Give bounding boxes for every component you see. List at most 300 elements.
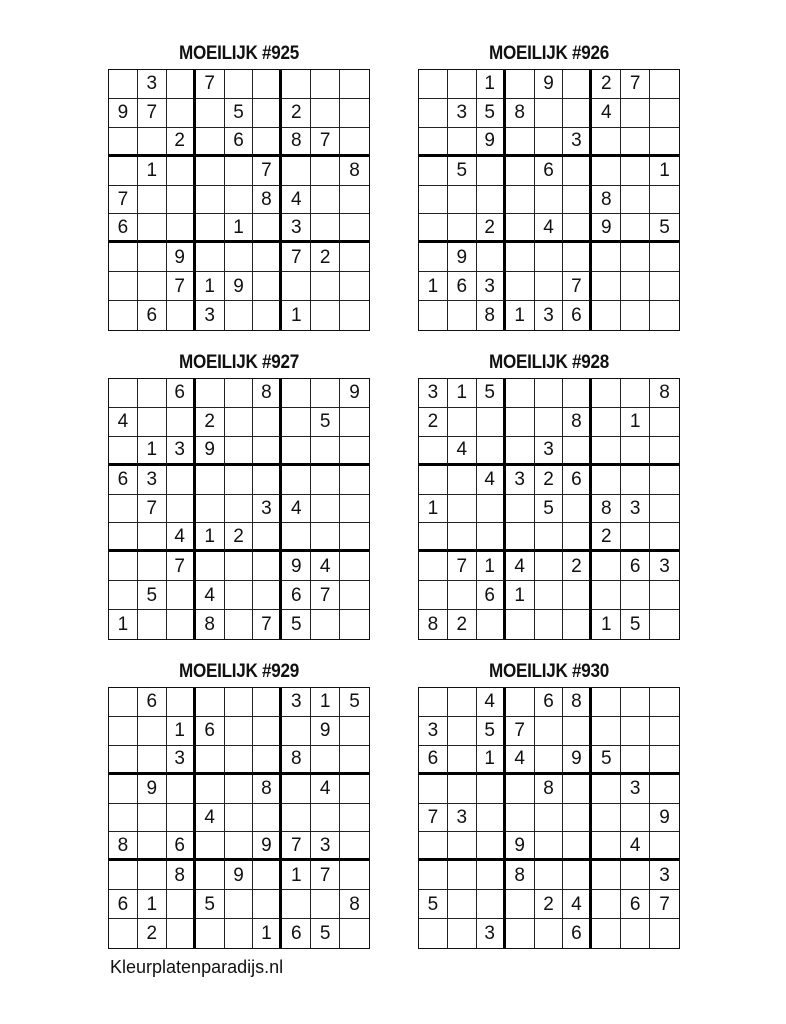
- sudoku-cell: [535, 243, 564, 272]
- sudoku-cell: [340, 272, 369, 301]
- sudoku-cell: 6: [282, 919, 311, 948]
- sudoku-cell: [340, 128, 369, 157]
- sudoku-cell: [448, 861, 477, 890]
- sudoku-cell: [563, 581, 592, 610]
- sudoku-cell: [253, 408, 282, 437]
- sudoku-cell: [650, 99, 679, 128]
- sudoku-cell: [340, 581, 369, 610]
- sudoku-cell: [621, 688, 650, 717]
- sudoku-grid: [418, 69, 680, 331]
- sudoku-cell: 6: [535, 688, 564, 717]
- sudoku-cell: [535, 804, 564, 833]
- sudoku-cell: [535, 552, 564, 581]
- sudoku-cell: [419, 861, 448, 890]
- sudoku-cell: 6: [109, 466, 138, 495]
- sudoku-cell: [621, 379, 650, 408]
- sudoku-cell: [650, 243, 679, 272]
- sudoku-cell: [563, 610, 592, 639]
- sudoku-cell: [448, 408, 477, 437]
- sudoku-cell: [138, 861, 167, 890]
- sudoku-cell: 3: [535, 437, 564, 466]
- sudoku-cell: 1: [506, 301, 535, 330]
- sudoku-cell: 9: [650, 804, 679, 833]
- sudoku-cell: 3: [282, 688, 311, 717]
- sudoku-cell: 8: [340, 157, 369, 186]
- sudoku-cell: [196, 495, 225, 524]
- sudoku-cell: [448, 70, 477, 99]
- puzzle-title: MOEILIJK #928: [488, 352, 610, 373]
- sudoku-cell: [419, 775, 448, 804]
- sudoku-cell: [535, 99, 564, 128]
- sudoku-cell: 3: [448, 804, 477, 833]
- sudoku-cell: [419, 243, 448, 272]
- sudoku-cell: 7: [138, 495, 167, 524]
- sudoku-cell: [167, 775, 196, 804]
- sudoku-cell: [592, 804, 621, 833]
- sudoku-cell: [650, 919, 679, 948]
- sudoku-cell: [506, 379, 535, 408]
- sudoku-cell: 5: [535, 495, 564, 524]
- sudoku-cell: [592, 919, 621, 948]
- sudoku-cell: [167, 70, 196, 99]
- sudoku-cell: [650, 128, 679, 157]
- sudoku-cell: 2: [563, 552, 592, 581]
- sudoku-cell: [109, 804, 138, 833]
- sudoku-grid: [108, 687, 370, 949]
- sudoku-cell: 6: [477, 581, 506, 610]
- sudoku-cell: [419, 919, 448, 948]
- sudoku-cell: 1: [138, 890, 167, 919]
- sudoku-cell: 4: [563, 890, 592, 919]
- sudoku-cell: [109, 717, 138, 746]
- sudoku-cell: [167, 581, 196, 610]
- sudoku-cell: [225, 437, 254, 466]
- sudoku-cell: [535, 523, 564, 552]
- sudoku-cell: 7: [196, 70, 225, 99]
- sudoku-cell: 3: [419, 717, 448, 746]
- sudoku-cell: [225, 70, 254, 99]
- sudoku-cell: 6: [225, 128, 254, 157]
- sudoku-cell: [477, 610, 506, 639]
- sudoku-cell: 4: [311, 775, 340, 804]
- sudoku-cell: [650, 466, 679, 495]
- sudoku-cell: [340, 99, 369, 128]
- sudoku-cell: 1: [253, 919, 282, 948]
- sudoku-cell: [253, 437, 282, 466]
- sudoku-cell: [138, 552, 167, 581]
- sudoku-cell: [340, 301, 369, 330]
- sudoku-cell: 6: [563, 301, 592, 330]
- sudoku-cell: [419, 301, 448, 330]
- sudoku-cell: 2: [167, 128, 196, 157]
- sudoku-cell: 3: [167, 437, 196, 466]
- sudoku-cell: 7: [282, 243, 311, 272]
- sudoku-cell: 2: [138, 919, 167, 948]
- sudoku-cell: [419, 99, 448, 128]
- sudoku-cell: [311, 70, 340, 99]
- sudoku-cell: [506, 919, 535, 948]
- sudoku-cell: [138, 804, 167, 833]
- sudoku-cell: [282, 717, 311, 746]
- sudoku-cell: 9: [196, 437, 225, 466]
- sudoku-cell: [592, 157, 621, 186]
- sudoku-cell: [282, 70, 311, 99]
- sudoku-cell: [340, 243, 369, 272]
- sudoku-cell: 9: [535, 70, 564, 99]
- sudoku-cell: [506, 128, 535, 157]
- sudoku-cell: 1: [477, 552, 506, 581]
- sudoku-cell: [650, 610, 679, 639]
- sudoku-cell: [311, 466, 340, 495]
- sudoku-cell: [225, 581, 254, 610]
- sudoku-cell: 1: [138, 437, 167, 466]
- sudoku-cell: 7: [311, 581, 340, 610]
- sudoku-cell: 9: [167, 243, 196, 272]
- sudoku-grid: [108, 69, 370, 331]
- sudoku-cell: [196, 688, 225, 717]
- sudoku-cell: 6: [563, 466, 592, 495]
- sudoku-cell: [167, 610, 196, 639]
- sudoku-cell: 7: [282, 832, 311, 861]
- sudoku-cell: [109, 437, 138, 466]
- sudoku-cell: [311, 301, 340, 330]
- sudoku-cell: 5: [477, 99, 506, 128]
- sudoku-cell: 8: [477, 301, 506, 330]
- sudoku-cell: [138, 128, 167, 157]
- sudoku-cell: 7: [253, 157, 282, 186]
- sudoku-cell: [196, 214, 225, 243]
- sudoku-cell: [592, 688, 621, 717]
- sudoku-cell: [506, 495, 535, 524]
- sudoku-cell: [340, 746, 369, 775]
- sudoku-cell: 3: [621, 775, 650, 804]
- sudoku-cell: [592, 861, 621, 890]
- sudoku-cell: [650, 70, 679, 99]
- sudoku-cell: [109, 301, 138, 330]
- sudoku-cell: 7: [138, 99, 167, 128]
- sudoku-cell: 3: [448, 99, 477, 128]
- sudoku-cell: 8: [506, 861, 535, 890]
- sudoku-cell: [109, 243, 138, 272]
- sudoku-cell: [448, 214, 477, 243]
- sudoku-cell: [563, 437, 592, 466]
- sudoku-cell: [477, 832, 506, 861]
- sudoku-grid: [418, 687, 680, 949]
- sudoku-cell: [138, 523, 167, 552]
- sudoku-cell: [506, 688, 535, 717]
- sudoku-cell: [650, 746, 679, 775]
- sudoku-cell: [109, 552, 138, 581]
- sudoku-cell: [253, 890, 282, 919]
- sudoku-cell: [196, 746, 225, 775]
- sudoku-cell: [225, 157, 254, 186]
- sudoku-cell: [448, 890, 477, 919]
- sudoku-cell: [477, 186, 506, 215]
- sudoku-cell: [196, 243, 225, 272]
- sudoku-cell: [225, 804, 254, 833]
- sudoku-cell: 9: [225, 861, 254, 890]
- sudoku-cell: 5: [225, 99, 254, 128]
- sudoku-cell: [282, 466, 311, 495]
- sudoku-cell: 2: [535, 890, 564, 919]
- sudoku-cell: [621, 804, 650, 833]
- sudoku-cell: 2: [535, 466, 564, 495]
- sudoku-cell: [282, 379, 311, 408]
- sudoku-cell: [253, 552, 282, 581]
- sudoku-cell: [253, 214, 282, 243]
- sudoku-cell: [563, 99, 592, 128]
- sudoku-cell: [506, 70, 535, 99]
- sudoku-cell: 5: [419, 890, 448, 919]
- sudoku-cell: [311, 99, 340, 128]
- sudoku-cell: 6: [167, 832, 196, 861]
- sudoku-cell: [592, 890, 621, 919]
- sudoku-cell: [282, 437, 311, 466]
- sudoku-cell: 2: [592, 523, 621, 552]
- sudoku-cell: [650, 272, 679, 301]
- sudoku-cell: [650, 523, 679, 552]
- sudoku-cell: 4: [109, 408, 138, 437]
- sudoku-cell: [448, 717, 477, 746]
- sudoku-cell: 2: [311, 243, 340, 272]
- sudoku-cell: [340, 70, 369, 99]
- sudoku-cell: [477, 437, 506, 466]
- sudoku-cell: 8: [167, 861, 196, 890]
- sudoku-cell: [563, 379, 592, 408]
- sudoku-cell: [621, 861, 650, 890]
- sudoku-cell: [138, 379, 167, 408]
- sudoku-cell: 6: [196, 717, 225, 746]
- sudoku-cell: [311, 272, 340, 301]
- sudoku-cell: 7: [311, 128, 340, 157]
- sudoku-cell: 9: [563, 746, 592, 775]
- sudoku-cell: [311, 186, 340, 215]
- sudoku-cell: [311, 804, 340, 833]
- sudoku-cell: 8: [592, 186, 621, 215]
- sudoku-cell: 7: [506, 717, 535, 746]
- sudoku-cell: [253, 243, 282, 272]
- sudoku-cell: 2: [592, 70, 621, 99]
- sudoku-cell: [621, 301, 650, 330]
- sudoku-cell: [621, 746, 650, 775]
- sudoku-cell: 9: [253, 832, 282, 861]
- sudoku-cell: 5: [477, 379, 506, 408]
- sudoku-cell: [225, 717, 254, 746]
- sudoku-cell: 9: [448, 243, 477, 272]
- sudoku-cell: [621, 243, 650, 272]
- sudoku-cell: [196, 919, 225, 948]
- sudoku-cell: [138, 717, 167, 746]
- sudoku-cell: 3: [167, 746, 196, 775]
- sudoku-cell: [592, 466, 621, 495]
- sudoku-cell: 8: [253, 186, 282, 215]
- sudoku-cell: 2: [225, 523, 254, 552]
- sudoku-cell: [196, 775, 225, 804]
- sudoku-cell: [196, 99, 225, 128]
- sudoku-cell: [253, 301, 282, 330]
- sudoku-cell: 3: [650, 552, 679, 581]
- sudoku-cell: [650, 688, 679, 717]
- sudoku-cell: [138, 214, 167, 243]
- sudoku-cell: [109, 919, 138, 948]
- sudoku-cell: [253, 746, 282, 775]
- sudoku-cell: [621, 919, 650, 948]
- sudoku-cell: [167, 214, 196, 243]
- puzzle-title: MOEILIJK #929: [178, 661, 300, 682]
- sudoku-cell: [340, 186, 369, 215]
- site-credit: Kleurplatenparadijs.nl: [110, 957, 284, 977]
- sudoku-cell: [225, 890, 254, 919]
- sudoku-cell: 7: [650, 890, 679, 919]
- sudoku-cell: [196, 379, 225, 408]
- sudoku-cell: 1: [196, 272, 225, 301]
- sudoku-cell: [650, 408, 679, 437]
- sudoku-cell: [592, 408, 621, 437]
- sudoku-cell: 9: [311, 717, 340, 746]
- sudoku-cell: [340, 610, 369, 639]
- sudoku-cell: 8: [340, 890, 369, 919]
- sudoku-cell: [167, 408, 196, 437]
- sudoku-cell: 9: [282, 552, 311, 581]
- sudoku-cell: [196, 861, 225, 890]
- sudoku-cell: [477, 804, 506, 833]
- sudoku-cell: 3: [196, 301, 225, 330]
- sudoku-cell: [592, 243, 621, 272]
- sudoku-cell: 3: [477, 272, 506, 301]
- sudoku-cell: 8: [253, 379, 282, 408]
- sudoku-cell: 3: [621, 495, 650, 524]
- sudoku-cell: [282, 523, 311, 552]
- sudoku-cell: 6: [621, 552, 650, 581]
- sudoku-cell: 5: [311, 408, 340, 437]
- sudoku-cell: 4: [167, 523, 196, 552]
- sudoku-cell: [650, 301, 679, 330]
- sudoku-cell: [621, 99, 650, 128]
- sudoku-cell: [167, 99, 196, 128]
- sudoku-cell: 8: [419, 610, 448, 639]
- sudoku-cell: [311, 379, 340, 408]
- sudoku-cell: [196, 186, 225, 215]
- sudoku-cell: [506, 610, 535, 639]
- sudoku-cell: 6: [419, 746, 448, 775]
- sudoku-cell: [138, 408, 167, 437]
- sudoku-cell: 7: [311, 861, 340, 890]
- sudoku-cell: 6: [109, 214, 138, 243]
- sudoku-cell: [253, 804, 282, 833]
- sudoku-cell: 9: [506, 832, 535, 861]
- sudoku-cell: [621, 717, 650, 746]
- sudoku-cell: [621, 466, 650, 495]
- sudoku-cell: [225, 379, 254, 408]
- sudoku-cell: 3: [138, 70, 167, 99]
- sudoku-grid: [418, 378, 680, 640]
- sudoku-cell: [621, 523, 650, 552]
- sudoku-cell: [592, 717, 621, 746]
- sudoku-cell: 5: [650, 214, 679, 243]
- sudoku-cell: [477, 495, 506, 524]
- sudoku-cell: 5: [477, 717, 506, 746]
- sudoku-cell: 5: [621, 610, 650, 639]
- sudoku-cell: [253, 523, 282, 552]
- sudoku-cell: [477, 243, 506, 272]
- sudoku-cell: [109, 157, 138, 186]
- sudoku-cell: [448, 775, 477, 804]
- sudoku-cell: 2: [477, 214, 506, 243]
- sudoku-cell: [535, 186, 564, 215]
- sudoku-cell: 1: [448, 379, 477, 408]
- sudoku-cell: 6: [138, 688, 167, 717]
- sudoku-cell: [448, 128, 477, 157]
- sudoku-cell: [109, 495, 138, 524]
- sudoku-cell: [311, 495, 340, 524]
- sudoku-cell: 9: [592, 214, 621, 243]
- sudoku-cell: 5: [592, 746, 621, 775]
- sudoku-cell: [225, 775, 254, 804]
- sudoku-cell: [621, 581, 650, 610]
- sudoku-cell: [650, 775, 679, 804]
- sudoku-cell: [109, 128, 138, 157]
- sudoku-cell: [563, 157, 592, 186]
- sudoku-cell: 8: [506, 99, 535, 128]
- sudoku-cell: 2: [282, 99, 311, 128]
- sudoku-cell: 6: [167, 379, 196, 408]
- sudoku-cell: 4: [196, 804, 225, 833]
- sudoku-cell: [419, 128, 448, 157]
- sudoku-cell: [477, 523, 506, 552]
- sudoku-cell: [340, 466, 369, 495]
- sudoku-cell: 1: [225, 214, 254, 243]
- sudoku-cell: [563, 186, 592, 215]
- sudoku-cell: [196, 466, 225, 495]
- sudoku-cell: 4: [477, 688, 506, 717]
- sudoku-cell: 5: [282, 610, 311, 639]
- sudoku-cell: 4: [448, 437, 477, 466]
- sudoku-cell: [253, 466, 282, 495]
- sudoku-cell: [196, 157, 225, 186]
- sudoku-cell: 1: [419, 495, 448, 524]
- sudoku-cell: [340, 861, 369, 890]
- sudoku-cell: 1: [621, 408, 650, 437]
- sudoku-cell: [253, 99, 282, 128]
- sudoku-cell: 4: [506, 552, 535, 581]
- sudoku-cell: 6: [563, 919, 592, 948]
- sudoku-cell: 4: [282, 186, 311, 215]
- sudoku-cell: [477, 890, 506, 919]
- sudoku-cell: [592, 301, 621, 330]
- sudoku-grid: [108, 378, 370, 640]
- sudoku-cell: [109, 688, 138, 717]
- sudoku-cell: [506, 214, 535, 243]
- sudoku-cell: [535, 408, 564, 437]
- sudoku-cell: [167, 804, 196, 833]
- sudoku-cell: [563, 832, 592, 861]
- sudoku-cell: 6: [535, 157, 564, 186]
- sudoku-cell: [225, 688, 254, 717]
- sudoku-cell: 8: [282, 128, 311, 157]
- sudoku-cell: [535, 610, 564, 639]
- sudoku-cell: [167, 301, 196, 330]
- sudoku-cell: 5: [340, 688, 369, 717]
- sudoku-cell: [340, 408, 369, 437]
- sudoku-cell: 1: [138, 157, 167, 186]
- sudoku-cell: 1: [282, 301, 311, 330]
- sudoku-cell: 1: [311, 688, 340, 717]
- sudoku-cell: [477, 861, 506, 890]
- sudoku-cell: [340, 523, 369, 552]
- sudoku-cell: [253, 581, 282, 610]
- sudoku-cell: [621, 128, 650, 157]
- sudoku-cell: 1: [650, 157, 679, 186]
